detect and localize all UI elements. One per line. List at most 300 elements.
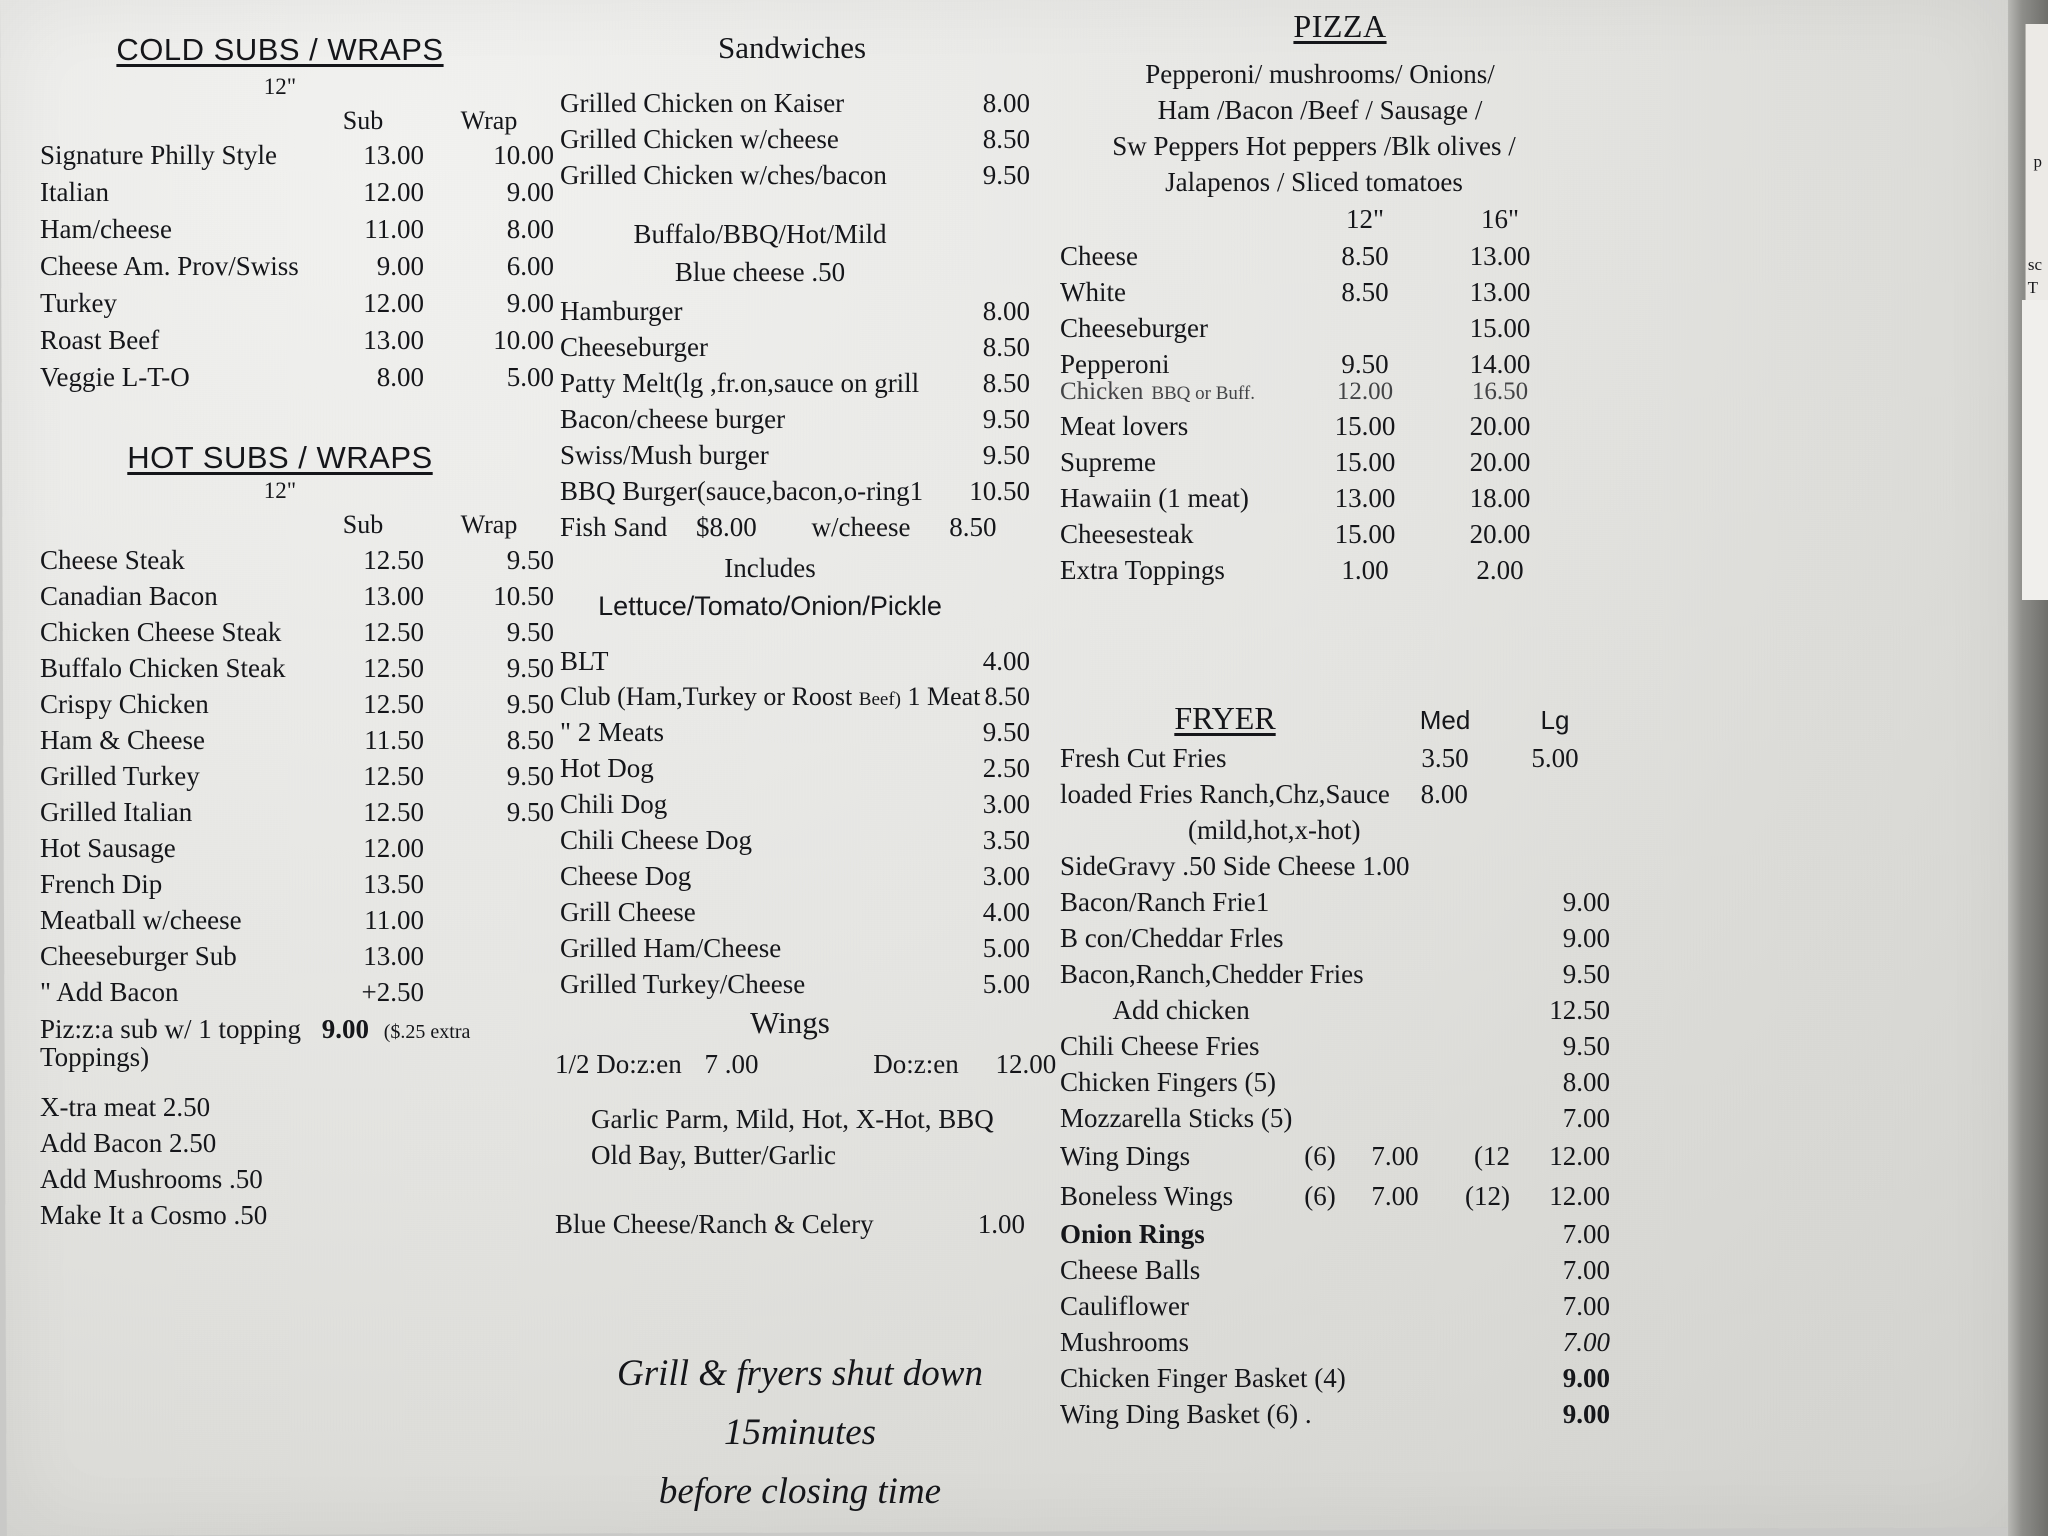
item-name: Turkey	[40, 288, 118, 318]
item-price-sub: 13.00	[363, 325, 424, 355]
item-price-wrap: 8.50	[506, 725, 554, 755]
wings-title: Wings	[750, 1005, 830, 1040]
pizza-toppings-line3: Sw Peppers Hot peppers /Blk olives /	[1112, 131, 1516, 161]
item-price: 10.50	[969, 476, 1030, 506]
item-price-sub: 13.50	[363, 869, 424, 899]
item-price-sub: 12.50	[363, 617, 424, 647]
add-mushrooms-line: Add Mushrooms .50	[40, 1163, 263, 1194]
item-price: 7.00	[1562, 1103, 1610, 1133]
item-name: Fresh Cut Fries	[1060, 743, 1227, 773]
item-name: Grilled Turkey	[40, 761, 200, 791]
cold-subs-sub-header: Sub	[342, 106, 384, 135]
item-name: Hot Sausage	[40, 833, 176, 863]
extra-meat-line: X-tra meat 2.50	[40, 1091, 211, 1122]
table-row	[1060, 449, 1620, 476]
table-row	[40, 943, 520, 970]
hot-subs-column-headers	[40, 512, 520, 538]
item-price-sub: +2.50	[361, 977, 424, 1007]
item-price: 9.50	[982, 717, 1030, 747]
table-row	[1060, 1221, 1660, 1248]
item-price-wrap: 10.50	[493, 581, 554, 611]
wing-flavors-line1: Garlic Parm, Mild, Hot, X-Hot, BBQ	[591, 1104, 994, 1134]
item-price-wrap: 8.00	[506, 214, 554, 244]
sauce-options-note: Buffalo/BBQ/Hot/Mild	[633, 219, 887, 249]
item-price-12: 1.00	[1341, 555, 1389, 585]
table-row	[560, 935, 1030, 962]
pizza-sub-label: Piz:z:a sub w/ 1 topping	[40, 1014, 301, 1044]
item-name: Buffalo Chicken Steak	[40, 653, 286, 683]
fryer-med-header: Med	[1419, 705, 1471, 735]
pizza-sub-toppings-note: Toppings)	[40, 1042, 150, 1073]
item-name: Wing Dings	[1060, 1141, 1191, 1171]
table-row	[40, 251, 554, 281]
item-name: Grill Cheese	[560, 897, 696, 927]
item-name: Cheesesteak	[1060, 519, 1194, 549]
table-row	[560, 162, 1030, 189]
item-price-wrap: 6.00	[506, 251, 554, 281]
cold-subs-column-headers	[40, 108, 520, 134]
item-price: 3.50	[982, 825, 1030, 855]
price-12: 12.00	[1549, 1141, 1610, 1171]
item-price: 12.50	[1549, 995, 1610, 1025]
item-price: 5.00	[982, 969, 1030, 999]
sandwiches-section	[560, 30, 1030, 998]
pizza-toppings-line1: Pepperoni/ mushrooms/ Onions/	[1145, 59, 1495, 89]
table-row	[1060, 925, 1660, 952]
fish-sand-row	[560, 514, 1030, 541]
cold-subs-title: COLD SUBS / WRAPS	[116, 32, 444, 67]
item-price: 9.50	[982, 160, 1030, 190]
table-row	[40, 871, 520, 898]
wings-section	[555, 1005, 1057, 1239]
item-price-wrap: 9.00	[506, 288, 554, 318]
item-name: Meatball w/cheese	[40, 905, 242, 935]
cold-subs-size-note: 12"	[263, 74, 297, 99]
item-price-wrap: 5.00	[506, 362, 554, 392]
item-price-16: 2.00	[1476, 555, 1524, 585]
item-price: 4.00	[982, 646, 1030, 676]
item-price: 9.50	[1562, 959, 1610, 989]
item-name: Grilled Chicken w/ches/bacon	[560, 160, 887, 190]
table-row	[40, 545, 554, 575]
qty-12: (12)	[1465, 1181, 1510, 1211]
item-price-sub: 12.00	[363, 833, 424, 863]
item-price-wrap: 9.50	[506, 797, 554, 827]
item-price-wrap: 9.50	[506, 545, 554, 575]
item-name: Cheese Am. Prov/Swiss	[40, 251, 299, 281]
item-name: Boneless Wings	[1060, 1181, 1234, 1211]
dozen-label: Do:z:en	[873, 1049, 959, 1079]
fryer-lg-header: Lg	[1540, 705, 1570, 735]
fish-sand-wcheese-price: 8.50	[949, 512, 997, 542]
table-row	[40, 979, 520, 1006]
table-row	[560, 334, 1030, 361]
item-price: 5.00	[982, 933, 1030, 963]
item-price: 8.50	[982, 124, 1030, 154]
table-row	[1060, 1401, 1660, 1428]
item-price-12: 9.50	[1341, 349, 1389, 379]
edge-text-p: p	[2033, 152, 2042, 171]
item-price: 7.00	[1562, 1291, 1610, 1321]
item-price: 3.00	[982, 861, 1030, 891]
item-price: 9.50	[982, 404, 1030, 434]
item-name: Add chicken	[1060, 995, 1250, 1025]
item-price-sub: 8.00	[376, 362, 424, 392]
item-name: Hawaiin (1 meat)	[1060, 483, 1249, 513]
table-row	[560, 442, 1030, 469]
qty-6: (6)	[1304, 1141, 1336, 1171]
item-price: 9.00	[1562, 1363, 1610, 1393]
pizza-12in-header: 12"	[1345, 204, 1385, 234]
item-name: Cheeseburger	[560, 332, 708, 362]
table-row	[560, 971, 1030, 998]
item-price: 9.00	[1562, 923, 1610, 953]
item-price: 9.50	[982, 440, 1030, 470]
table-row	[40, 797, 554, 827]
side-gravy-cheese-line: SideGravy .50 Side Cheese 1.00	[1060, 851, 1410, 881]
item-price-sub: 13.00	[363, 581, 424, 611]
item-price-wrap: 10.00	[493, 140, 554, 170]
half-dozen-label: 1/2 Do:z:en	[555, 1049, 682, 1079]
table-row	[40, 653, 554, 683]
item-name: Wing Ding Basket (6) .	[1060, 1399, 1312, 1429]
item-price-12: 15.00	[1334, 447, 1396, 477]
adjacent-page-edge-lower	[2022, 300, 2048, 600]
loaded-fries-name: loaded Fries Ranch,Chz,Sauce	[1060, 779, 1390, 809]
table-row	[1060, 1293, 1660, 1320]
item-name: French Dip	[40, 869, 163, 899]
item-price: 8.50	[982, 332, 1030, 362]
cold-subs-section	[40, 32, 554, 401]
item-name: Grilled Chicken w/cheese	[560, 124, 839, 154]
item-price: 3.00	[982, 789, 1030, 819]
table-row	[560, 899, 1030, 926]
item-name: Cheese	[1060, 241, 1138, 271]
hot-subs-wrap-header: Wrap	[460, 510, 518, 539]
table-row	[560, 648, 1030, 675]
item-name	[1060, 379, 1300, 404]
item-name: Ham & Cheese	[40, 725, 205, 755]
pizza-sub-extra-note: ($.25 extra	[383, 1021, 471, 1043]
table-row	[1060, 1365, 1660, 1392]
half-dozen-price: 7 .00	[704, 1049, 759, 1079]
blue-cheese-note: Blue cheese .50	[674, 257, 846, 287]
item-name: Canadian Bacon	[40, 581, 218, 611]
edge-text-t: T	[2027, 278, 2038, 297]
table-row	[40, 581, 554, 611]
item-price-sub: 13.00	[363, 140, 424, 170]
table-row	[40, 725, 554, 755]
item-name: " Add Bacon	[40, 977, 179, 1007]
club-name	[560, 682, 981, 711]
item-name: Chili Cheese Dog	[560, 825, 752, 855]
table-row	[1060, 1181, 1660, 1212]
item-price-16: 18.00	[1469, 483, 1531, 513]
item-name: Italian	[40, 177, 109, 207]
dozen-price: 12.00	[995, 1049, 1057, 1079]
item-name: Swiss/Mush burger	[560, 440, 769, 470]
item-name: Chicken Cheese Steak	[40, 617, 282, 647]
table-row	[1060, 889, 1660, 916]
item-name: Cheeseburger Sub	[40, 941, 237, 971]
club-text-start: Club (Ham,Turkey or Roost	[560, 682, 859, 711]
table-row	[1060, 1257, 1660, 1284]
item-name: Cheese Steak	[40, 545, 185, 575]
table-row	[40, 362, 554, 392]
item-price-sub: 11.00	[364, 214, 424, 244]
item-name: Roast Beef	[40, 325, 160, 355]
table-row	[1060, 1069, 1660, 1096]
item-price: 9.50	[1562, 1031, 1610, 1061]
item-price-wrap: 10.00	[493, 325, 554, 355]
fryer-header-row	[1060, 700, 1660, 737]
closing-note-line1: Grill & fryers shut down	[617, 1353, 983, 1394]
hot-subs-section	[40, 440, 554, 1230]
item-name: Chicken Finger Basket (4)	[1060, 1363, 1346, 1393]
pizza-16in-header: 16"	[1480, 204, 1520, 234]
price-6: 7.00	[1371, 1141, 1419, 1171]
pizza-size-headers	[1060, 206, 1620, 233]
item-price: 8.00	[982, 296, 1030, 326]
item-name: Grilled Chicken on Kaiser	[560, 88, 845, 118]
item-name: Cheese Balls	[1060, 1255, 1201, 1285]
item-price: 8.00	[982, 88, 1030, 118]
item-name: B con/Cheddar Frles	[1060, 923, 1284, 953]
item-name: " 2 Meats	[560, 717, 665, 747]
item-name: Cauliflower	[1060, 1291, 1189, 1321]
item-name: Chili Dog	[560, 789, 668, 819]
table-row	[560, 863, 1030, 890]
item-name: BLT	[560, 646, 609, 676]
item-price-wrap: 9.50	[506, 617, 554, 647]
table-row	[1060, 745, 1660, 772]
item-price-wrap: 9.50	[506, 653, 554, 683]
item-price-12: 15.00	[1334, 519, 1396, 549]
item-name: Onion Rings	[1060, 1219, 1205, 1249]
chicken-pizza-variants: BBQ or Buff.	[1151, 383, 1255, 404]
chicken-pizza-label: Chicken	[1060, 378, 1144, 405]
table-row	[560, 791, 1030, 818]
item-price: 4.00	[982, 897, 1030, 927]
item-price-sub: 11.50	[364, 725, 424, 755]
item-name: BBQ Burger(sauce,bacon,o-ring1	[560, 476, 924, 506]
table-row	[555, 1211, 1035, 1238]
item-name: Meat lovers	[1060, 411, 1189, 441]
item-price-12: 8.50	[1341, 241, 1389, 271]
sandwiches-title: Sandwiches	[717, 30, 867, 65]
item-price-sub: 13.00	[363, 941, 424, 971]
item-name: Veggie L-T-O	[40, 362, 190, 392]
table-row	[560, 90, 1030, 117]
item-price-sub: 12.50	[363, 653, 424, 683]
item-price-16: 20.00	[1469, 519, 1531, 549]
item-price-sub: 9.00	[376, 251, 424, 281]
table-row	[1060, 315, 1620, 342]
table-row	[40, 907, 520, 934]
hot-subs-sub-header: Sub	[342, 510, 384, 539]
fryer-title: FRYER	[1174, 700, 1276, 736]
table-row	[1060, 1033, 1660, 1060]
table-row	[560, 370, 1030, 397]
table-row	[40, 761, 554, 791]
table-row	[1060, 1141, 1660, 1172]
loaded-fries-price: 8.00	[1420, 779, 1468, 809]
closing-note	[560, 1355, 1040, 1510]
table-row	[1060, 279, 1620, 306]
item-price: 2.50	[982, 753, 1030, 783]
table-row	[1060, 557, 1620, 584]
item-name: Cheeseburger	[1060, 313, 1208, 343]
pizza-toppings-line2: Ham /Bacon /Beef / Sausage /	[1157, 95, 1483, 125]
item-name: White	[1060, 277, 1126, 307]
table-row	[560, 827, 1030, 854]
qty-12: (12	[1474, 1141, 1510, 1171]
wings-price-row	[555, 1049, 1057, 1079]
item-name: Extra Toppings	[1060, 555, 1225, 585]
item-price-16: 13.00	[1469, 277, 1531, 307]
fryer-section	[1060, 700, 1660, 1428]
item-price: 8.50	[982, 368, 1030, 398]
item-name: Bacon,Ranch,Chedder Fries	[1060, 959, 1364, 989]
item-name: Hot Dog	[560, 753, 654, 783]
item-price: 9.00	[1562, 1399, 1610, 1429]
item-price-12: 12.00	[1336, 378, 1394, 405]
item-price-16: 16.50	[1471, 378, 1529, 405]
item-price: 8.50	[984, 682, 1030, 711]
item-price-12: 8.50	[1341, 277, 1389, 307]
item-name: Bacon/cheese burger	[560, 404, 786, 434]
closing-note-line3: before closing time	[658, 1471, 942, 1512]
item-name: Grilled Ham/Cheese	[560, 933, 782, 963]
item-name: Mozzarella Sticks (5)	[1060, 1103, 1293, 1133]
qty-6: (6)	[1304, 1181, 1336, 1211]
item-price-sub: 11.00	[364, 905, 424, 935]
item-name: Patty Melt(lg ,fr.on,sauce on grill	[560, 368, 920, 398]
hot-subs-size-note: 12"	[263, 478, 297, 503]
add-bacon-line: Add Bacon 2.50	[40, 1127, 217, 1158]
item-price-wrap: 9.00	[506, 177, 554, 207]
item-name: Chili Cheese Fries	[1060, 1031, 1260, 1061]
table-row	[1060, 1329, 1660, 1356]
item-price-sub: 12.00	[363, 288, 424, 318]
item-price-16: 13.00	[1469, 241, 1531, 271]
table-row	[560, 126, 1030, 153]
loaded-fries-heat-note: (mild,hot,x-hot)	[1188, 815, 1361, 845]
item-price-lg: 5.00	[1531, 743, 1579, 773]
table-row	[40, 689, 554, 719]
table-row	[1060, 413, 1620, 440]
includes-items: Lettuce/Tomato/Onion/Pickle	[598, 591, 942, 621]
closing-note-line2: 15minutes	[723, 1412, 877, 1453]
item-price: 8.00	[1562, 1067, 1610, 1097]
table-row	[560, 406, 1030, 433]
item-price-12: 13.00	[1334, 483, 1396, 513]
club-text-beef: Beef)	[858, 689, 901, 710]
edge-text-sc: sc	[2027, 255, 2042, 274]
item-price-sub: 12.50	[363, 797, 424, 827]
table-row	[1060, 961, 1660, 988]
make-it-cosmo-line: Make It a Cosmo .50	[40, 1199, 268, 1230]
table-row	[40, 214, 554, 244]
table-row	[40, 177, 554, 207]
wing-flavors-line2: Old Bay, Butter/Garlic	[591, 1140, 836, 1170]
item-name: Ham/cheese	[40, 214, 172, 244]
price-6: 7.00	[1371, 1181, 1419, 1211]
item-price-sub: 12.00	[363, 177, 424, 207]
loaded-fries-row	[1060, 781, 1660, 808]
pizza-toppings-line4: Jalapenos / Sliced tomatoes	[1165, 167, 1463, 197]
table-row	[560, 298, 1030, 325]
item-name: Blue Cheese/Ranch & Celery	[555, 1209, 874, 1239]
cold-subs-wrap-header: Wrap	[460, 106, 518, 135]
item-name: Grilled Turkey/Cheese	[560, 969, 806, 999]
table-row	[1060, 351, 1620, 378]
item-price-sub: 12.50	[363, 761, 424, 791]
pizza-section	[1060, 8, 1620, 584]
item-name: Cheese Dog	[560, 861, 692, 891]
item-price-16: 15.00	[1469, 313, 1531, 343]
item-name: Crispy Chicken	[40, 689, 209, 719]
item-name: Supreme	[1060, 447, 1156, 477]
table-row	[1060, 1105, 1660, 1132]
table-row	[40, 325, 554, 355]
table-row	[40, 835, 520, 862]
item-price-sub: 12.50	[363, 689, 424, 719]
fish-sand-price: $8.00	[696, 512, 757, 542]
table-row	[1060, 521, 1620, 548]
club-text-end: 1 Meat	[900, 682, 981, 711]
table-row	[560, 719, 1030, 746]
table-row	[1060, 485, 1620, 512]
pizza-sub-price: 9.00	[321, 1014, 369, 1044]
table-row	[40, 288, 554, 318]
item-name: Grilled Italian	[40, 797, 193, 827]
item-price-sub: 12.50	[363, 545, 424, 575]
table-row	[1060, 379, 1620, 404]
table-row	[560, 755, 1030, 782]
hot-subs-title: HOT SUBS / WRAPS	[127, 440, 433, 475]
item-price-12: 15.00	[1334, 411, 1396, 441]
table-row	[560, 684, 1030, 710]
item-name: Signature Philly Style	[40, 140, 278, 170]
pizza-title: PIZZA	[1293, 8, 1387, 44]
item-price: 9.00	[1562, 887, 1610, 917]
item-name: Mushrooms	[1060, 1327, 1190, 1357]
price-12: 12.00	[1549, 1181, 1610, 1211]
fish-sand-name: Fish Sand	[560, 512, 668, 542]
table-row	[40, 140, 554, 170]
item-price: 7.00	[1562, 1219, 1610, 1249]
item-name: Bacon/Ranch Frie1	[1060, 887, 1270, 917]
item-name: Chicken Fingers (5)	[1060, 1067, 1276, 1097]
table-row	[1060, 243, 1620, 270]
pizza-sub-line	[40, 1015, 520, 1043]
table-row	[40, 617, 554, 647]
table-row	[1060, 997, 1660, 1024]
fish-sand-wcheese-label: w/cheese	[811, 512, 911, 542]
item-name: Pepperoni	[1060, 349, 1170, 379]
item-price: 7.00	[1562, 1327, 1610, 1357]
includes-label: Includes	[724, 553, 816, 583]
item-price: 7.00	[1562, 1255, 1610, 1285]
item-price-16: 14.00	[1469, 349, 1531, 379]
item-price-16: 20.00	[1469, 411, 1531, 441]
item-price: 1.00	[977, 1209, 1025, 1239]
item-price-wrap: 9.50	[506, 761, 554, 791]
table-row	[560, 478, 1030, 505]
item-price-med: 3.50	[1421, 743, 1469, 773]
item-price-wrap: 9.50	[506, 689, 554, 719]
